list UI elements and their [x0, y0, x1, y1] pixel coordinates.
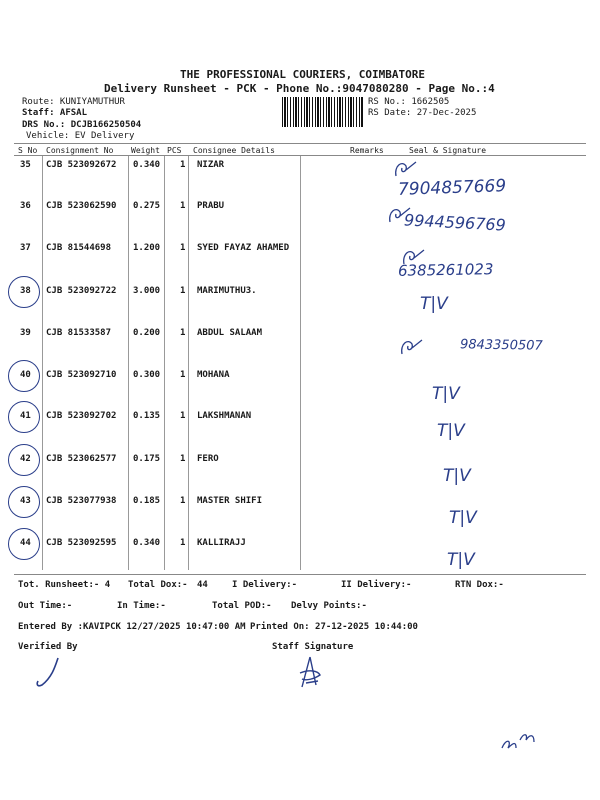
- rs-number: RS No.: 1662505: [368, 97, 450, 107]
- cell-weight: 0.175: [133, 454, 161, 464]
- col-consignment: Consignment No: [46, 146, 114, 155]
- col-sep: [164, 156, 165, 570]
- cell-weight: 0.340: [133, 538, 161, 548]
- cell-pcs: 1: [180, 201, 186, 211]
- out-time: Out Time:-: [18, 601, 73, 611]
- vehicle-label: Vehicle: EV Delivery: [26, 131, 135, 141]
- cell-consignment: CJB 523092710: [46, 370, 117, 380]
- cell-consignee: KALLIRAJJ: [197, 538, 246, 548]
- cell-sno: 41: [20, 411, 31, 421]
- cell-weight: 0.275: [133, 201, 161, 211]
- col-sno: S No: [18, 146, 38, 155]
- row-circle-mark: [8, 401, 40, 433]
- cell-consignment: CJB 523092702: [46, 411, 117, 421]
- seal-initial-mark: [400, 246, 426, 268]
- cell-consignee: SYED FAYAZ AHAMED: [197, 243, 290, 253]
- cell-weight: 1.200: [133, 243, 161, 253]
- cell-sno: 37: [20, 243, 31, 253]
- col-consignee: Consignee Details: [193, 146, 275, 155]
- staff-signature-label: Staff Signature: [272, 642, 354, 652]
- cell-sno: 35: [20, 160, 31, 170]
- seal-initial-mark: [392, 158, 418, 180]
- handwritten-entry: T|V: [449, 508, 477, 528]
- route-label: Route: KUNIYAMUTHUR: [22, 97, 125, 107]
- cell-consignee: NIZAR: [197, 160, 225, 170]
- cell-consignment: CJB 523092672: [46, 160, 117, 170]
- row-circle-mark: [8, 486, 40, 518]
- col-sep: [188, 156, 189, 570]
- row-circle-mark: [8, 528, 40, 560]
- cell-consignee: ABDUL SALAAM: [197, 328, 263, 338]
- handwritten-entry: 9843350507: [459, 337, 543, 354]
- handwritten-entry: 6385261023: [397, 260, 494, 280]
- cell-pcs: 1: [180, 411, 186, 421]
- handwritten-entry: T|V: [447, 550, 475, 570]
- printed-on: Printed On: 27-12-2025 10:44:00: [250, 622, 418, 632]
- cell-consignment: CJB 523062590: [46, 201, 117, 211]
- row-circle-mark: [8, 360, 40, 392]
- cell-consignee: MOHANA: [197, 370, 230, 380]
- in-time: In Time:-: [117, 601, 166, 611]
- cell-consignee: MARIMUTHU3.: [197, 286, 257, 296]
- cell-weight: 0.200: [133, 328, 161, 338]
- table-bottom-rule: [14, 574, 586, 575]
- handwritten-entry: T|V: [432, 384, 460, 404]
- col-weight: Weight: [131, 146, 160, 155]
- handwritten-entry: T|V: [437, 421, 465, 441]
- tot-runsheet: Tot. Runsheet:- 4: [18, 580, 111, 590]
- col-remarks: Remarks: [350, 146, 384, 155]
- delvy-points: Delvy Points:-: [291, 601, 367, 611]
- cell-consignee: MASTER SHIFI: [197, 496, 263, 506]
- staff-label: Staff: AFSAL: [22, 108, 88, 118]
- drs-number: DRS No.: DCJB166250504: [22, 120, 142, 130]
- col-sep: [128, 156, 129, 570]
- cell-sno: 36: [20, 201, 31, 211]
- cell-pcs: 1: [180, 160, 186, 170]
- total-pod: Total POD:-: [212, 601, 272, 611]
- col-sep: [42, 156, 43, 570]
- cell-pcs: 1: [180, 243, 186, 253]
- table-header-top-rule: [14, 143, 586, 144]
- cell-consignment: CJB 81544698: [46, 243, 112, 253]
- cell-consignment: CJB 523062577: [46, 454, 117, 464]
- cell-sno: 42: [20, 454, 31, 464]
- seal-initial-mark: [386, 204, 412, 226]
- verified-signature-mark: [30, 655, 70, 690]
- cell-consignment: CJB 81533587: [46, 328, 112, 338]
- entered-by: Entered By :KAVIPCK 12/27/2025 10:47:00 AM: [18, 622, 246, 632]
- col-sep: [300, 156, 301, 570]
- cell-consignment: CJB 523077938: [46, 496, 117, 506]
- handwritten-entry: T|V: [420, 294, 448, 314]
- cell-consignee: PRABU: [197, 201, 225, 211]
- cell-pcs: 1: [180, 370, 186, 380]
- cell-consignment: CJB 523092595: [46, 538, 117, 548]
- handwritten-entry: 7904857669: [397, 176, 507, 200]
- cell-pcs: 1: [180, 538, 186, 548]
- cell-weight: 0.135: [133, 411, 161, 421]
- cell-pcs: 1: [180, 496, 186, 506]
- cell-consignment: CJB 523092722: [46, 286, 117, 296]
- company-title: THE PROFESSIONAL COURIERS, COIMBATORE: [180, 68, 426, 81]
- cell-weight: 0.185: [133, 496, 161, 506]
- row-circle-mark: [8, 276, 40, 308]
- cell-consignee: FERO: [197, 454, 219, 464]
- cell-sno: 44: [20, 538, 31, 548]
- col-seal: Seal & Signature: [409, 146, 487, 155]
- staff-signature-mark: [292, 655, 332, 691]
- cell-weight: 0.300: [133, 370, 161, 380]
- cell-sno: 39: [20, 328, 31, 338]
- col-pcs: PCS: [167, 146, 182, 155]
- seal-initial-mark: [398, 336, 424, 358]
- rs-date: RS Date: 27-Dec-2025: [368, 108, 477, 118]
- cell-sno: 43: [20, 496, 31, 506]
- cell-sno: 40: [20, 370, 31, 380]
- verified-by-label: Verified By: [18, 642, 78, 652]
- total-dox-label: Total Dox:-: [128, 580, 188, 590]
- rtn-dox: RTN Dox:-: [455, 580, 504, 590]
- cell-consignee: LAKSHMANAN: [197, 411, 252, 421]
- ii-delivery: II Delivery:-: [341, 580, 412, 590]
- handwritten-entry: 9944596769: [403, 210, 507, 235]
- corner-scribble-mark: [500, 728, 540, 754]
- barcode: [282, 97, 364, 127]
- cell-weight: 0.340: [133, 160, 161, 170]
- cell-pcs: 1: [180, 286, 186, 296]
- cell-pcs: 1: [180, 454, 186, 464]
- i-delivery: I Delivery:-: [232, 580, 298, 590]
- cell-pcs: 1: [180, 328, 186, 338]
- total-dox-value: 44: [197, 580, 208, 590]
- cell-sno: 38: [20, 286, 31, 296]
- row-circle-mark: [8, 444, 40, 476]
- handwritten-entry: T|V: [443, 466, 471, 486]
- runsheet-subtitle: Delivery Runsheet - PCK - Phone No.:9047080280 - Page No.:4: [104, 82, 495, 95]
- cell-weight: 3.000: [133, 286, 161, 296]
